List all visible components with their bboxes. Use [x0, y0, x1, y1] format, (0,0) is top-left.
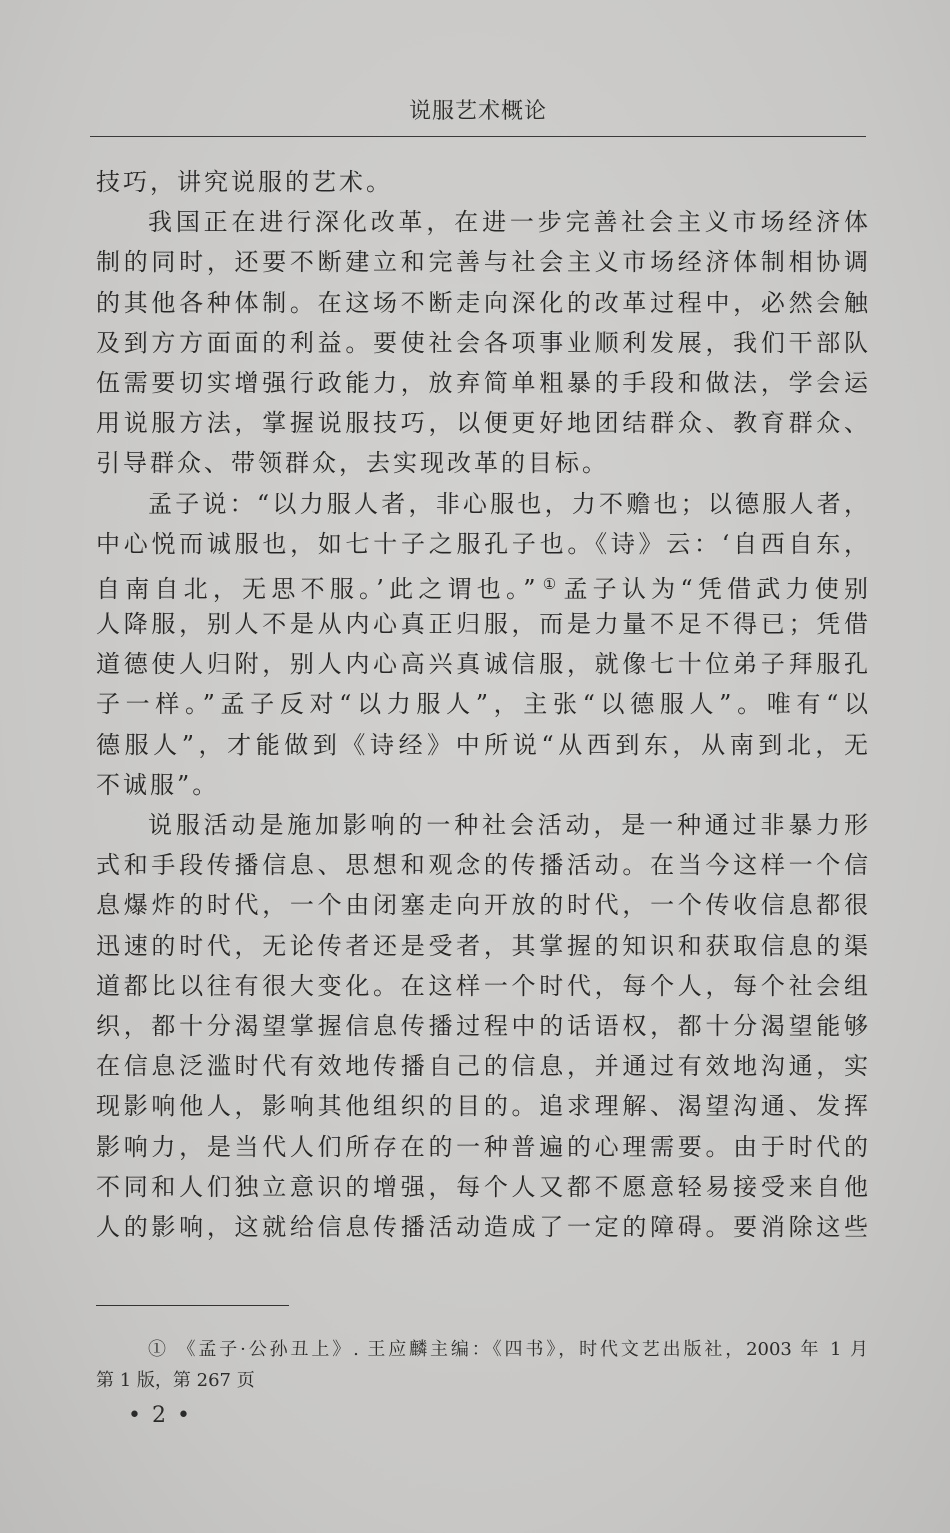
text-line: 伍需要切实增强行政能力，放弃简单粗暴的手段和做法，学会运	[96, 368, 868, 397]
text-line: 说服活动是施加影响的一种社会活动，是一种通过非暴力形	[148, 811, 868, 839]
text-line: 孟子说：“以力服人者，非心服也，力不赡也；以德服人者，	[148, 489, 868, 518]
text-line: 子一样。”孟子反对“以力服人”，主张“以德服人”。唯有“以	[96, 690, 868, 719]
footnote-marker: ①	[148, 1339, 169, 1360]
header-rule	[90, 136, 866, 137]
text-line: 不诚服”。	[96, 770, 220, 799]
text-line: 不同和人们独立意识的增强，每个人又都不愿意轻易接受来自他	[96, 1172, 868, 1201]
text-line: 息爆炸的时代，一个由闭塞走向开放的时代，一个传收信息都很	[96, 891, 868, 920]
footnote-line: 第 1 版，第 267 页	[96, 1370, 255, 1391]
footnote	[96, 1334, 868, 1396]
text-line: 式和手段传播信息、思想和观念的传播活动。在当今这样一个信	[96, 851, 868, 880]
body-text	[96, 162, 868, 1247]
text-line: 我国正在进行深化改革，在进一步完善社会主义市场经济体	[148, 208, 868, 237]
text-line: 在信息泛滥时代有效地传播自己的信息，并通过有效地沟通，实	[96, 1052, 868, 1081]
text-line: 技巧，讲究说服的艺术。	[96, 168, 393, 196]
footnote-rule	[96, 1305, 289, 1306]
text-line: 人的影响，这就给信息传播活动造成了一定的障碍。要消除这些	[96, 1212, 868, 1241]
text-line: 影响力，是当代人们所存在的一种普遍的心理需要。由于时代的	[96, 1132, 868, 1161]
text-line: 德服人”，才能做到《诗经》中所说“从西到东，从南到北，无	[96, 730, 868, 759]
text-line-with-footnote	[96, 564, 868, 604]
text-line: 道都比以往有很大变化。在这样一个时代，每个人，每个社会组	[96, 971, 868, 1000]
text-line: 引导群众、带领群众，去实现改革的目标。	[96, 449, 609, 478]
text-line: 道德使人归附，别人内心高兴真诚信服，就像七十位弟子拜服孔	[96, 650, 868, 679]
footnote-line	[96, 1334, 868, 1365]
text-line: 的其他各种体制。在这场不断走向深化的改革过程中，必然会触	[96, 288, 868, 317]
text-segment: 自南自北，无思不服。’此之谓也。”	[96, 574, 536, 603]
footnote-reference[interactable]: ①	[537, 574, 562, 593]
text-line: 中心悦而诚服也，如七十子之服孔子也。《诗》云：‘自西自东，	[96, 529, 868, 558]
running-title: 说服艺术概论	[408, 99, 547, 124]
text-line: 用说服方法，掌握说服技巧，以便更好地团结群众、教育群众、	[96, 409, 868, 438]
text-line: 迅速的时代，无论传者还是受者，其掌握的知识和获取信息的渠	[96, 931, 868, 960]
text-line: 织，都十分渴望掌握信息传播过程中的话语权，都十分渴望能够	[96, 1011, 868, 1040]
text-line: 及到方方面面的利益。要使社会各项事业顺利发展，我们干部队	[96, 328, 868, 357]
text-segment: 孟子认为“凭借武力使别	[563, 574, 868, 603]
text-line: 现影响他人，影响其他组织的目的。追求理解、渴望沟通、发挥	[96, 1092, 868, 1121]
page-number: • 2 •	[128, 1403, 192, 1428]
footnote-text: 《孟子·公孙丑上》. 王应麟主编：《四书》，时代文艺出版社，2003 年 1 月	[177, 1339, 869, 1360]
text-line: 人降服，别人不是从内心真正归服，而是力量不足不得已；凭借	[96, 610, 868, 639]
text-line: 制的同时，还要不断建立和完善与社会主义市场经济体制相协调	[96, 248, 868, 277]
